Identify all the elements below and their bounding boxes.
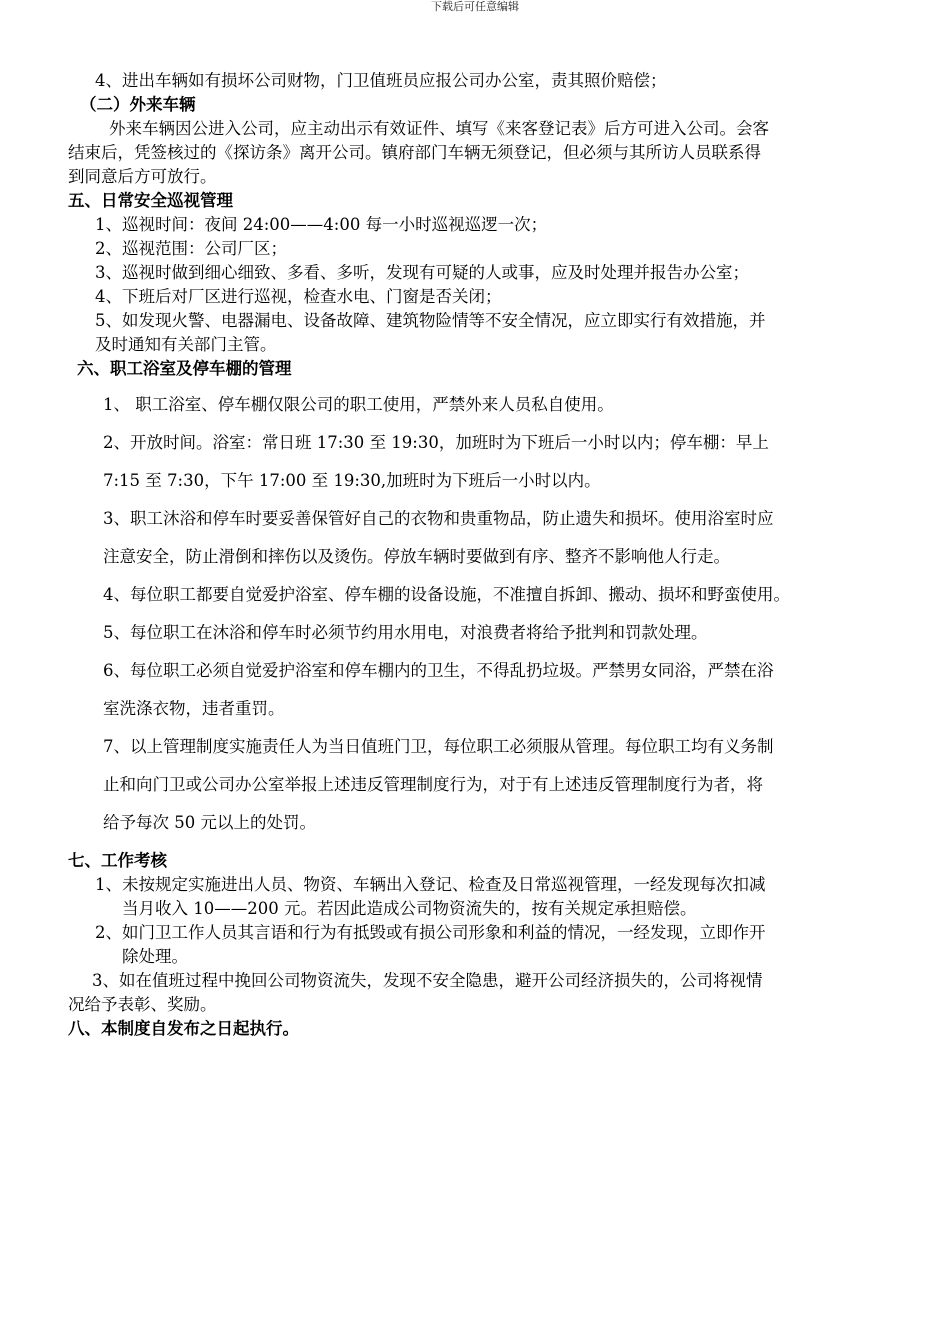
text-line: 2、如门卫工作人员其言语和行为有抵毁或有损公司形象和利益的情况，一经发现，立即作开 xyxy=(95,923,766,942)
section-heading: 六、职工浴室及停车棚的管理 xyxy=(77,359,292,378)
text-line: 及时通知有关部门主管。 xyxy=(95,335,277,354)
text-line: 当月收入 10——200 元。若因此造成公司物资流失的，按有关规定承担赔偿。 xyxy=(122,899,697,918)
section-heading: 七、工作考核 xyxy=(68,851,167,870)
text-line: 止和向门卫或公司办公室举报上述违反管理制度行为，对于有上述违反管理制度行为者，将 xyxy=(103,775,763,794)
text-line: 4、进出车辆如有损坏公司财物，门卫值班员应报公司办公室，责其照价赔偿； xyxy=(95,71,667,90)
text-line: 1、巡视时间：夜间 24:00——4:00 每一小时巡视巡逻一次； xyxy=(95,215,548,234)
text-line: 外来车辆因公进入公司，应主动出示有效证件、填写《来客登记表》后方可进入公司。会客 xyxy=(109,119,769,138)
text-line: 1、未按规定实施进出人员、物资、车辆出入登记、检查及日常巡视管理，一经发现每次扣减 xyxy=(95,875,766,894)
text-line: 7:15 至 7:30，下午 17:00 至 19:30,加班时为下班后一小时以内。 xyxy=(103,471,601,490)
text-line: 7、以上管理制度实施责任人为当日值班门卫，每位职工必须服从管理。每位职工均有义务制 xyxy=(103,737,774,756)
section-heading: 五、日常安全巡视管理 xyxy=(68,191,233,210)
text-line: 况给予表彰、奖励。 xyxy=(68,995,217,1014)
text-line: 5、每位职工在沐浴和停车时必须节约用水用电，对浪费者将给予批判和罚款处理。 xyxy=(103,623,708,642)
text-line: 4、每位职工都要自觉爱护浴室、停车棚的设备设施，不准擅自拆卸、搬动、损坏和野蛮使用。 xyxy=(103,585,790,604)
text-line: 4、下班后对厂区进行巡视，检查水电、门窗是否关闭； xyxy=(95,287,502,306)
subsection-heading: （二）外来车辆 xyxy=(80,95,196,114)
text-line: 2、巡视范围：公司厂区； xyxy=(95,239,287,258)
text-line: 给予每次 50 元以上的处罚。 xyxy=(103,813,316,832)
text-line: 2、开放时间。浴室：常日班 17:30 至 19:30，加班时为下班后一小时以内；停车棚：早上 xyxy=(103,433,769,452)
text-line: 1、 职工浴室、停车棚仅限公司的职工使用，严禁外来人员私自使用。 xyxy=(103,395,614,414)
text-line: 除处理。 xyxy=(122,947,188,966)
text-line: 3、巡视时做到细心细致、多看、多听，发现有可疑的人或事，应及时处理并报告办公室； xyxy=(95,263,749,282)
page-header: 下载后可任意编辑 xyxy=(431,0,519,13)
text-line: 室洗涤衣物，违者重罚。 xyxy=(103,699,285,718)
text-line: 5、如发现火警、电器漏电、设备故障、建筑物险情等不安全情况，应立即实行有效措施，并 xyxy=(95,311,766,330)
text-line: 注意安全，防止滑倒和摔伤以及烫伤。停放车辆时要做到有序、整齐不影响他人行走。 xyxy=(103,547,730,566)
text-line: 到同意后方可放行。 xyxy=(68,167,217,186)
text-line: 3、如在值班过程中挽回公司物资流失，发现不安全隐患，避开公司经济损失的，公司将视情 xyxy=(92,971,763,990)
text-line: 结束后，凭签核过的《探访条》离开公司。镇府部门车辆无须登记，但必须与其所访人员联系得 xyxy=(68,143,761,162)
text-line: 3、职工沐浴和停车时要妥善保管好自己的衣物和贵重物品，防止遗失和损坏。使用浴室时应 xyxy=(103,509,774,528)
section-heading: 八、本制度自发布之日起执行。 xyxy=(68,1019,299,1038)
text-line: 6、每位职工必须自觉爱护浴室和停车棚内的卫生，不得乱扔垃圾。严禁男女同浴，严禁在浴 xyxy=(103,661,774,680)
